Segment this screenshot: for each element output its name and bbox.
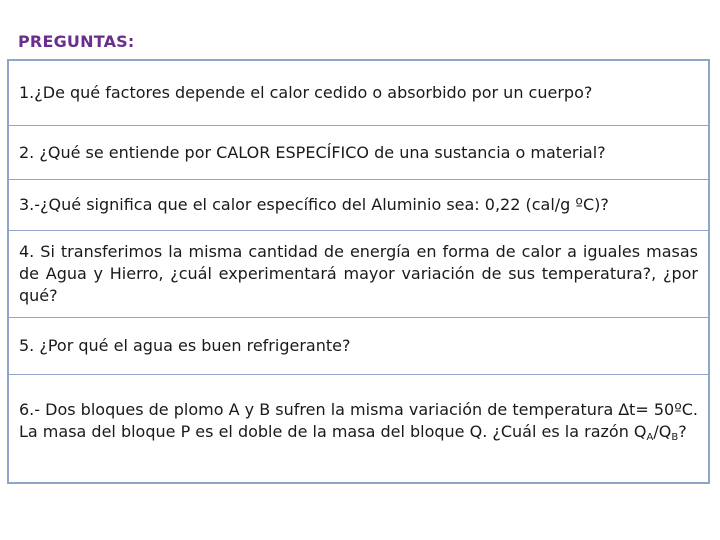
question-1-text: 1.¿De qué factores depende el calor cedido o absorbido por un cuerpo?	[19, 83, 593, 102]
question-6-subscript-b: B	[671, 432, 679, 443]
question-row-4	[9, 231, 708, 318]
question-row-6	[9, 375, 708, 482]
page-title: PREGUNTAS:	[18, 32, 135, 51]
question-3-text: 3.-¿Qué significa que el calor específico del Aluminio sea: 0,22 (cal/g ºC)?	[19, 195, 609, 214]
question-6-end: ?	[678, 422, 687, 441]
question-row-5	[9, 318, 708, 375]
question-6-text	[19, 399, 698, 443]
questions-table	[7, 59, 710, 484]
question-row-2	[9, 126, 708, 180]
question-row-1	[9, 61, 708, 126]
question-row-3	[9, 180, 708, 231]
question-6-slash: /Q	[653, 422, 672, 441]
question-6-subscript-a: A	[646, 432, 654, 443]
question-5-text: 5. ¿Por qué el agua es buen refrigerante?	[19, 336, 351, 355]
question-6-main: 6.- Dos bloques de plomo A y B sufren la misma variación de temperatura ∆t= 50ºC. La masa del bloque P es el doble de la masa del bloque Q. ¿Cuál es la razón Q	[19, 400, 698, 441]
question-4-text: 4. Si transferimos la misma cantidad de energía en forma de calor a iguales masas de Agua y Hierro, ¿cuál experimentará mayor variación de sus temperatura?, ¿por qué?	[19, 242, 698, 305]
question-2-text: 2. ¿Qué se entiende por CALOR ESPECÍFICO de una sustancia o material?	[19, 142, 606, 162]
